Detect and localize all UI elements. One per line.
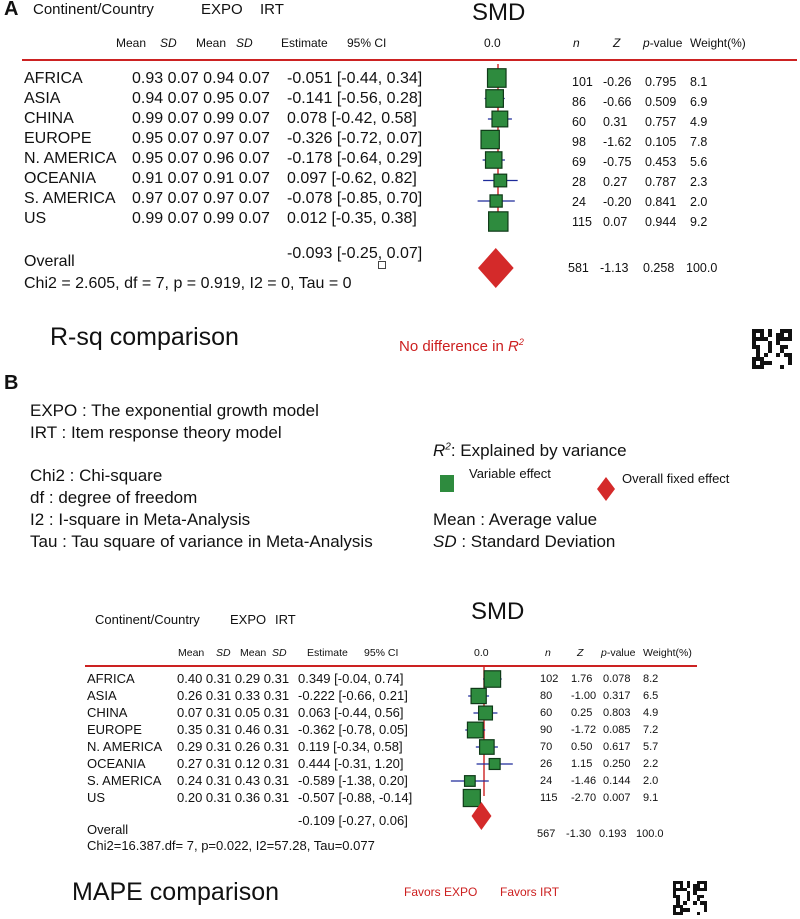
no-difference-note: No difference in $R^2$	[399, 337, 524, 355]
mean-sd-values: 0.40 0.31 0.29 0.31	[177, 671, 290, 686]
z-value: -0.75	[603, 155, 632, 169]
legend-tau: Tau : Tau square of variance in Meta-Analysis	[30, 532, 373, 551]
mean-sd-values: 0.97 0.07 0.97 0.07	[132, 190, 270, 207]
z-value: 0.31	[603, 115, 628, 129]
legend-red-diamond	[596, 476, 616, 502]
n-value: 115	[572, 215, 592, 229]
weight-value: 6.9	[690, 95, 708, 109]
header-irt: IRT	[260, 1, 284, 18]
sub-sd-irt: SD	[236, 36, 253, 50]
legend-r2: $R^2$: Explained by variance	[433, 441, 627, 460]
p-value: 0.250	[603, 758, 631, 770]
weight-value: 4.9	[643, 707, 659, 719]
effect-box-africa	[484, 671, 500, 687]
mean-sd-values: 0.20 0.31 0.36 0.31	[177, 790, 290, 805]
smd-title-b: SMD	[471, 598, 525, 625]
n-value: 28	[572, 175, 586, 189]
country-name: S. AMERICA	[24, 190, 116, 207]
chi-a: Chi2 = 2.605, df = 7, p = 0.919, I2 = 0, Tau = 0	[24, 275, 352, 292]
mean-sd-values: 0.27 0.31 0.12 0.31	[177, 756, 290, 771]
n-value: 101	[572, 75, 593, 89]
z-value: -1.72	[571, 724, 597, 736]
legend-sd: SD : Standard Deviation	[433, 532, 616, 551]
legend-overall-fixed: Overall fixed effect	[622, 471, 730, 486]
effect-box-s-america	[465, 776, 476, 787]
z-value: -0.26	[603, 75, 632, 89]
sub-ci: 95% CI	[347, 36, 387, 50]
country-name: N. AMERICA	[24, 150, 117, 167]
estimate-ci: 0.349 [-0.04, 0.74]	[298, 671, 404, 686]
header-continent: Continent/Country	[33, 1, 154, 18]
weight-value: 5.6	[690, 155, 708, 169]
effect-box-europe	[481, 130, 499, 148]
effect-box-europe	[467, 722, 483, 738]
weight-value: 8.2	[643, 673, 659, 685]
country-name: CHINA	[24, 110, 74, 127]
weight-value: 4.9	[690, 115, 708, 129]
effect-box-n-america	[480, 740, 495, 755]
country-name: US	[24, 210, 47, 227]
sub-zero: 0.0	[484, 36, 501, 50]
mean-sd-values: 0.94 0.07 0.95 0.07	[132, 90, 270, 107]
sub-weight: Weight(%)	[690, 36, 746, 50]
n-value: 26	[540, 758, 553, 770]
chi-b: Chi2=16.387.df= 7, p=0.022, I2=57.28, Tau=0.077	[87, 838, 375, 853]
mape-comparison-label: MAPE comparison	[72, 878, 280, 906]
header-continent-b: Continent/Country	[95, 612, 200, 627]
forest-plot-b	[440, 664, 560, 844]
country-name: AFRICA	[24, 70, 83, 87]
country-name: ASIA	[87, 688, 117, 703]
legend-expo: EXPO : The exponential growth model	[30, 401, 319, 420]
sub-sd-expo: SD	[160, 36, 177, 50]
mean-sd-values: 0.24 0.31 0.43 0.31	[177, 773, 290, 788]
rsq-comparison-label: R-sq comparison	[50, 323, 239, 351]
sub-n: n	[573, 36, 580, 50]
overall-p-b: 0.193	[599, 828, 627, 840]
effect-box-us	[489, 212, 508, 231]
n-value: 98	[572, 135, 586, 149]
p-value: 0.085	[603, 724, 631, 736]
effect-box-china	[492, 111, 508, 127]
p-value: 0.007	[603, 792, 631, 804]
legend-variable-effect: Variable effect	[469, 466, 551, 481]
sub-mean-expo: Mean	[116, 36, 147, 50]
estimate-ci: 0.078 [-0.42, 0.58]	[287, 110, 417, 127]
z-value: 0.27	[603, 175, 628, 189]
effect-box-oceania	[494, 174, 507, 187]
sub-estimate: Estimate	[281, 36, 328, 50]
sub-mean-expo-b: Mean	[178, 647, 205, 659]
estimate-ci: -0.326 [-0.72, 0.07]	[287, 130, 423, 147]
estimate-ci: -0.222 [-0.66, 0.21]	[298, 688, 408, 703]
effect-box-asia	[486, 90, 504, 108]
n-value: 90	[540, 724, 553, 736]
legend-chi2: Chi2 : Chi-square	[30, 466, 163, 485]
p-value: 0.803	[603, 707, 631, 719]
effect-box-us	[463, 789, 480, 806]
overall-n-b: 567	[537, 828, 556, 840]
p-value: 0.453	[645, 155, 677, 169]
country-name: S. AMERICA	[87, 773, 162, 788]
estimate-ci: -0.178 [-0.64, 0.29]	[287, 150, 423, 167]
sub-z-b: Z	[577, 647, 584, 659]
estimate-ci: -0.507 [-0.88, -0.14]	[298, 790, 413, 805]
forest-plot-a	[440, 58, 560, 298]
weight-value: 9.1	[643, 792, 659, 804]
sub-zero-b: 0.0	[474, 647, 489, 659]
sub-pvalue-b: p-value	[601, 647, 636, 659]
country-name: ASIA	[24, 90, 61, 107]
sub-pvalue: p-value	[643, 36, 683, 50]
z-value: 1.15	[571, 758, 593, 770]
sub-weight-b: Weight(%)	[643, 647, 692, 659]
overall-estimate-b: -0.109 [-0.27, 0.06]	[298, 813, 408, 828]
mean-sd-values: 0.95 0.07 0.97 0.07	[132, 130, 270, 147]
p-value: 0.944	[645, 215, 677, 229]
overall-n-a: 581	[568, 261, 589, 275]
weight-value: 5.7	[643, 741, 659, 753]
country-name: CHINA	[87, 705, 128, 720]
p-value: 0.841	[645, 195, 677, 209]
p-value: 0.795	[645, 75, 677, 89]
overall-p-a: 0.258	[643, 261, 675, 275]
effect-box-africa	[488, 69, 507, 88]
sub-sd-expo-b: SD	[216, 647, 231, 659]
mean-sd-values: 0.07 0.31 0.05 0.31	[177, 705, 290, 720]
sub-mean-irt-b: Mean	[240, 647, 267, 659]
favors-irt-label: Favors IRT	[500, 885, 560, 899]
weight-value: 7.8	[690, 135, 708, 149]
z-value: 0.07	[603, 215, 628, 229]
n-value: 24	[572, 195, 586, 209]
mean-sd-values: 0.91 0.07 0.91 0.07	[132, 170, 270, 187]
weight-value: 2.2	[643, 758, 659, 770]
effect-box-n-america	[486, 152, 502, 168]
weight-value: 9.2	[690, 215, 708, 229]
weight-value: 2.3	[690, 175, 708, 189]
panel-a-letter: A	[4, 0, 19, 20]
p-value: 0.144	[603, 775, 631, 787]
z-value: -1.46	[571, 775, 597, 787]
effect-box-oceania	[489, 759, 500, 770]
estimate-ci: -0.051 [-0.44, 0.34]	[287, 70, 423, 87]
country-name: OCEANIA	[24, 170, 97, 187]
mean-sd-values: 0.29 0.31 0.26 0.31	[177, 739, 290, 754]
n-value: 60	[540, 707, 553, 719]
estimate-ci: -0.078 [-0.85, 0.70]	[287, 190, 423, 207]
weight-value: 6.5	[643, 690, 659, 702]
sub-ci-b: 95% CI	[364, 647, 399, 659]
estimate-ci: -0.362 [-0.78, 0.05]	[298, 722, 408, 737]
z-value: -1.00	[571, 690, 597, 702]
p-value: 0.078	[603, 673, 631, 685]
estimate-ci: 0.012 [-0.35, 0.38]	[287, 210, 417, 227]
sub-mean-irt: Mean	[196, 36, 227, 50]
n-value: 60	[572, 115, 586, 129]
estimate-ci: 0.444 [-0.31, 1.20]	[298, 756, 404, 771]
legend-irt: IRT : Item response theory model	[30, 423, 282, 442]
estimate-ci: -0.141 [-0.56, 0.28]	[287, 90, 423, 107]
n-value: 24	[540, 775, 553, 787]
sub-sd-irt-b: SD	[272, 647, 287, 659]
p-value: 0.105	[645, 135, 677, 149]
n-value: 102	[540, 673, 559, 685]
n-value: 86	[572, 95, 586, 109]
estimate-ci: 0.063 [-0.44, 0.56]	[298, 705, 404, 720]
overall-z-b: -1.30	[566, 828, 592, 840]
small-box-marker	[378, 261, 386, 269]
overall-label-b: Overall	[87, 822, 129, 837]
weight-value: 2.0	[643, 775, 659, 787]
n-value: 80	[540, 690, 553, 702]
p-value: 0.617	[603, 741, 631, 753]
header-irt-b: IRT	[275, 612, 296, 627]
p-value: 0.509	[645, 95, 677, 109]
z-value: 1.76	[571, 673, 593, 685]
mean-sd-values: 0.95 0.07 0.96 0.07	[132, 150, 270, 167]
sub-z: Z	[613, 36, 621, 50]
effect-box-china	[479, 706, 493, 720]
header-expo: EXPO	[201, 1, 243, 18]
p-value: 0.787	[645, 175, 677, 189]
mean-sd-values: 0.26 0.31 0.33 0.31	[177, 688, 290, 703]
country-name: AFRICA	[87, 671, 135, 686]
mean-sd-values: 0.35 0.31 0.46 0.31	[177, 722, 290, 737]
smd-title: SMD	[472, 0, 526, 26]
estimate-ci: 0.119 [-0.34, 0.58]	[298, 739, 403, 754]
weight-value: 2.0	[690, 195, 708, 209]
qr-code-a	[752, 329, 792, 369]
z-value: -2.70	[571, 792, 597, 804]
header-divider-a	[22, 59, 797, 61]
favors-expo-label: Favors EXPO	[404, 885, 478, 899]
weight-value: 7.2	[643, 724, 659, 736]
weight-value: 8.1	[690, 75, 708, 89]
estimate-ci: 0.097 [-0.62, 0.82]	[287, 170, 417, 187]
z-value: 0.50	[571, 741, 593, 753]
header-expo-b: EXPO	[230, 612, 267, 627]
estimate-ci: -0.589 [-1.38, 0.20]	[298, 773, 408, 788]
mean-sd-values: 0.99 0.07 0.99 0.07	[132, 110, 270, 127]
overall-label-a: Overall	[24, 253, 75, 270]
legend-mean: Mean : Average value	[433, 510, 598, 529]
legend-i2: I2 : I-square in Meta-Analysis	[30, 510, 251, 529]
z-value: -0.66	[603, 95, 632, 109]
overall-w-b: 100.0	[636, 828, 664, 840]
country-name: N. AMERICA	[87, 739, 163, 754]
qr-code-b	[673, 881, 707, 915]
overall-estimate-a: -0.093 [-0.25, 0.07]	[287, 245, 423, 262]
n-value: 69	[572, 155, 586, 169]
z-value: -0.20	[603, 195, 632, 209]
country-name: OCEANIA	[87, 756, 146, 771]
country-name: EUROPE	[87, 722, 142, 737]
sub-estimate-b: Estimate	[307, 647, 348, 659]
panel-b-letter: B	[4, 372, 19, 394]
z-value: -1.62	[603, 135, 632, 149]
mean-sd-values: 0.99 0.07 0.99 0.07	[132, 210, 270, 227]
country-name: US	[87, 790, 106, 805]
z-value: 0.25	[571, 707, 593, 719]
n-value: 70	[540, 741, 553, 753]
sub-n-b: n	[545, 647, 551, 659]
legend-df: df : degree of freedom	[30, 488, 198, 507]
overall-w-a: 100.0	[686, 261, 718, 275]
effect-box-s-america	[490, 195, 502, 207]
overall-z-a: -1.13	[600, 261, 629, 275]
legend-green-box	[440, 475, 454, 492]
header-divider-b	[85, 665, 697, 667]
n-value: 115	[540, 792, 558, 804]
overall-diamond	[478, 248, 514, 288]
effect-box-asia	[471, 688, 486, 703]
p-value: 0.317	[603, 690, 631, 702]
country-name: EUROPE	[24, 130, 92, 147]
p-value: 0.757	[645, 115, 677, 129]
mean-sd-values: 0.93 0.07 0.94 0.07	[132, 70, 270, 87]
